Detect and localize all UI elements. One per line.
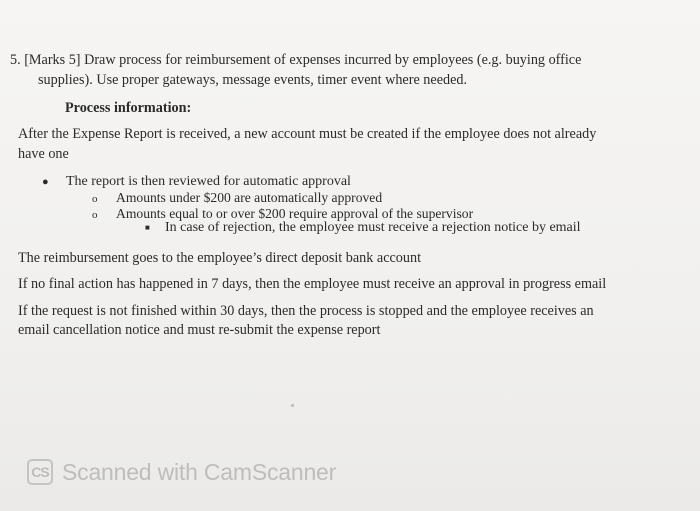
bullet-level-2-text: Amounts under $200 are automatically approved [116,190,383,205]
paragraph-7-days: If no final action has happened in 7 days, then the employee must receive an approval in progress email [18,276,607,292]
bullet-square-icon: ■ [145,223,150,233]
bullet-circle-icon: o [92,209,98,221]
question-line-2: supplies). Use proper gateways, message events, timer event where needed. [38,72,468,88]
section-heading: Process information: [65,100,192,116]
bullet-level-1 [42,174,351,190]
intro-line-2: have one [18,146,69,162]
camscanner-logo-icon: CS [27,459,53,485]
bullet-level-2-item [92,190,382,206]
question-line-1: 5. [Marks 5] Draw process for reimbursement of expenses incurred by employees (e.g. buying office [10,52,582,68]
intro-line-1: After the Expense Report is received, a new account must be created if the employee does not already [18,126,597,142]
bullet-level-2-text: Amounts equal to or over $200 require approval of the supervisor [116,206,474,221]
paragraph-30-days-line-2: email cancellation notice and must re-submit the expense report [18,322,381,338]
bullet-level-3-text: In case of rejection, the employee must receive a rejection notice by email [165,220,581,235]
camscanner-watermark [27,456,336,488]
paragraph-30-days-line-1: If the request is not finished within 30 days, then the process is stopped and the employee receives an [18,303,594,319]
bullet-level-3 [145,220,581,236]
watermark-text: Scanned with CamScanner [62,458,337,485]
bullet-dot-icon: ● [42,176,49,188]
scan-speck [291,404,294,407]
bullet-circle-icon: o [92,193,98,205]
bullet-level-1-text: The report is then reviewed for automatic approval [66,174,351,189]
paragraph-deposit: The reimbursement goes to the employee’s direct deposit bank account [18,250,422,266]
